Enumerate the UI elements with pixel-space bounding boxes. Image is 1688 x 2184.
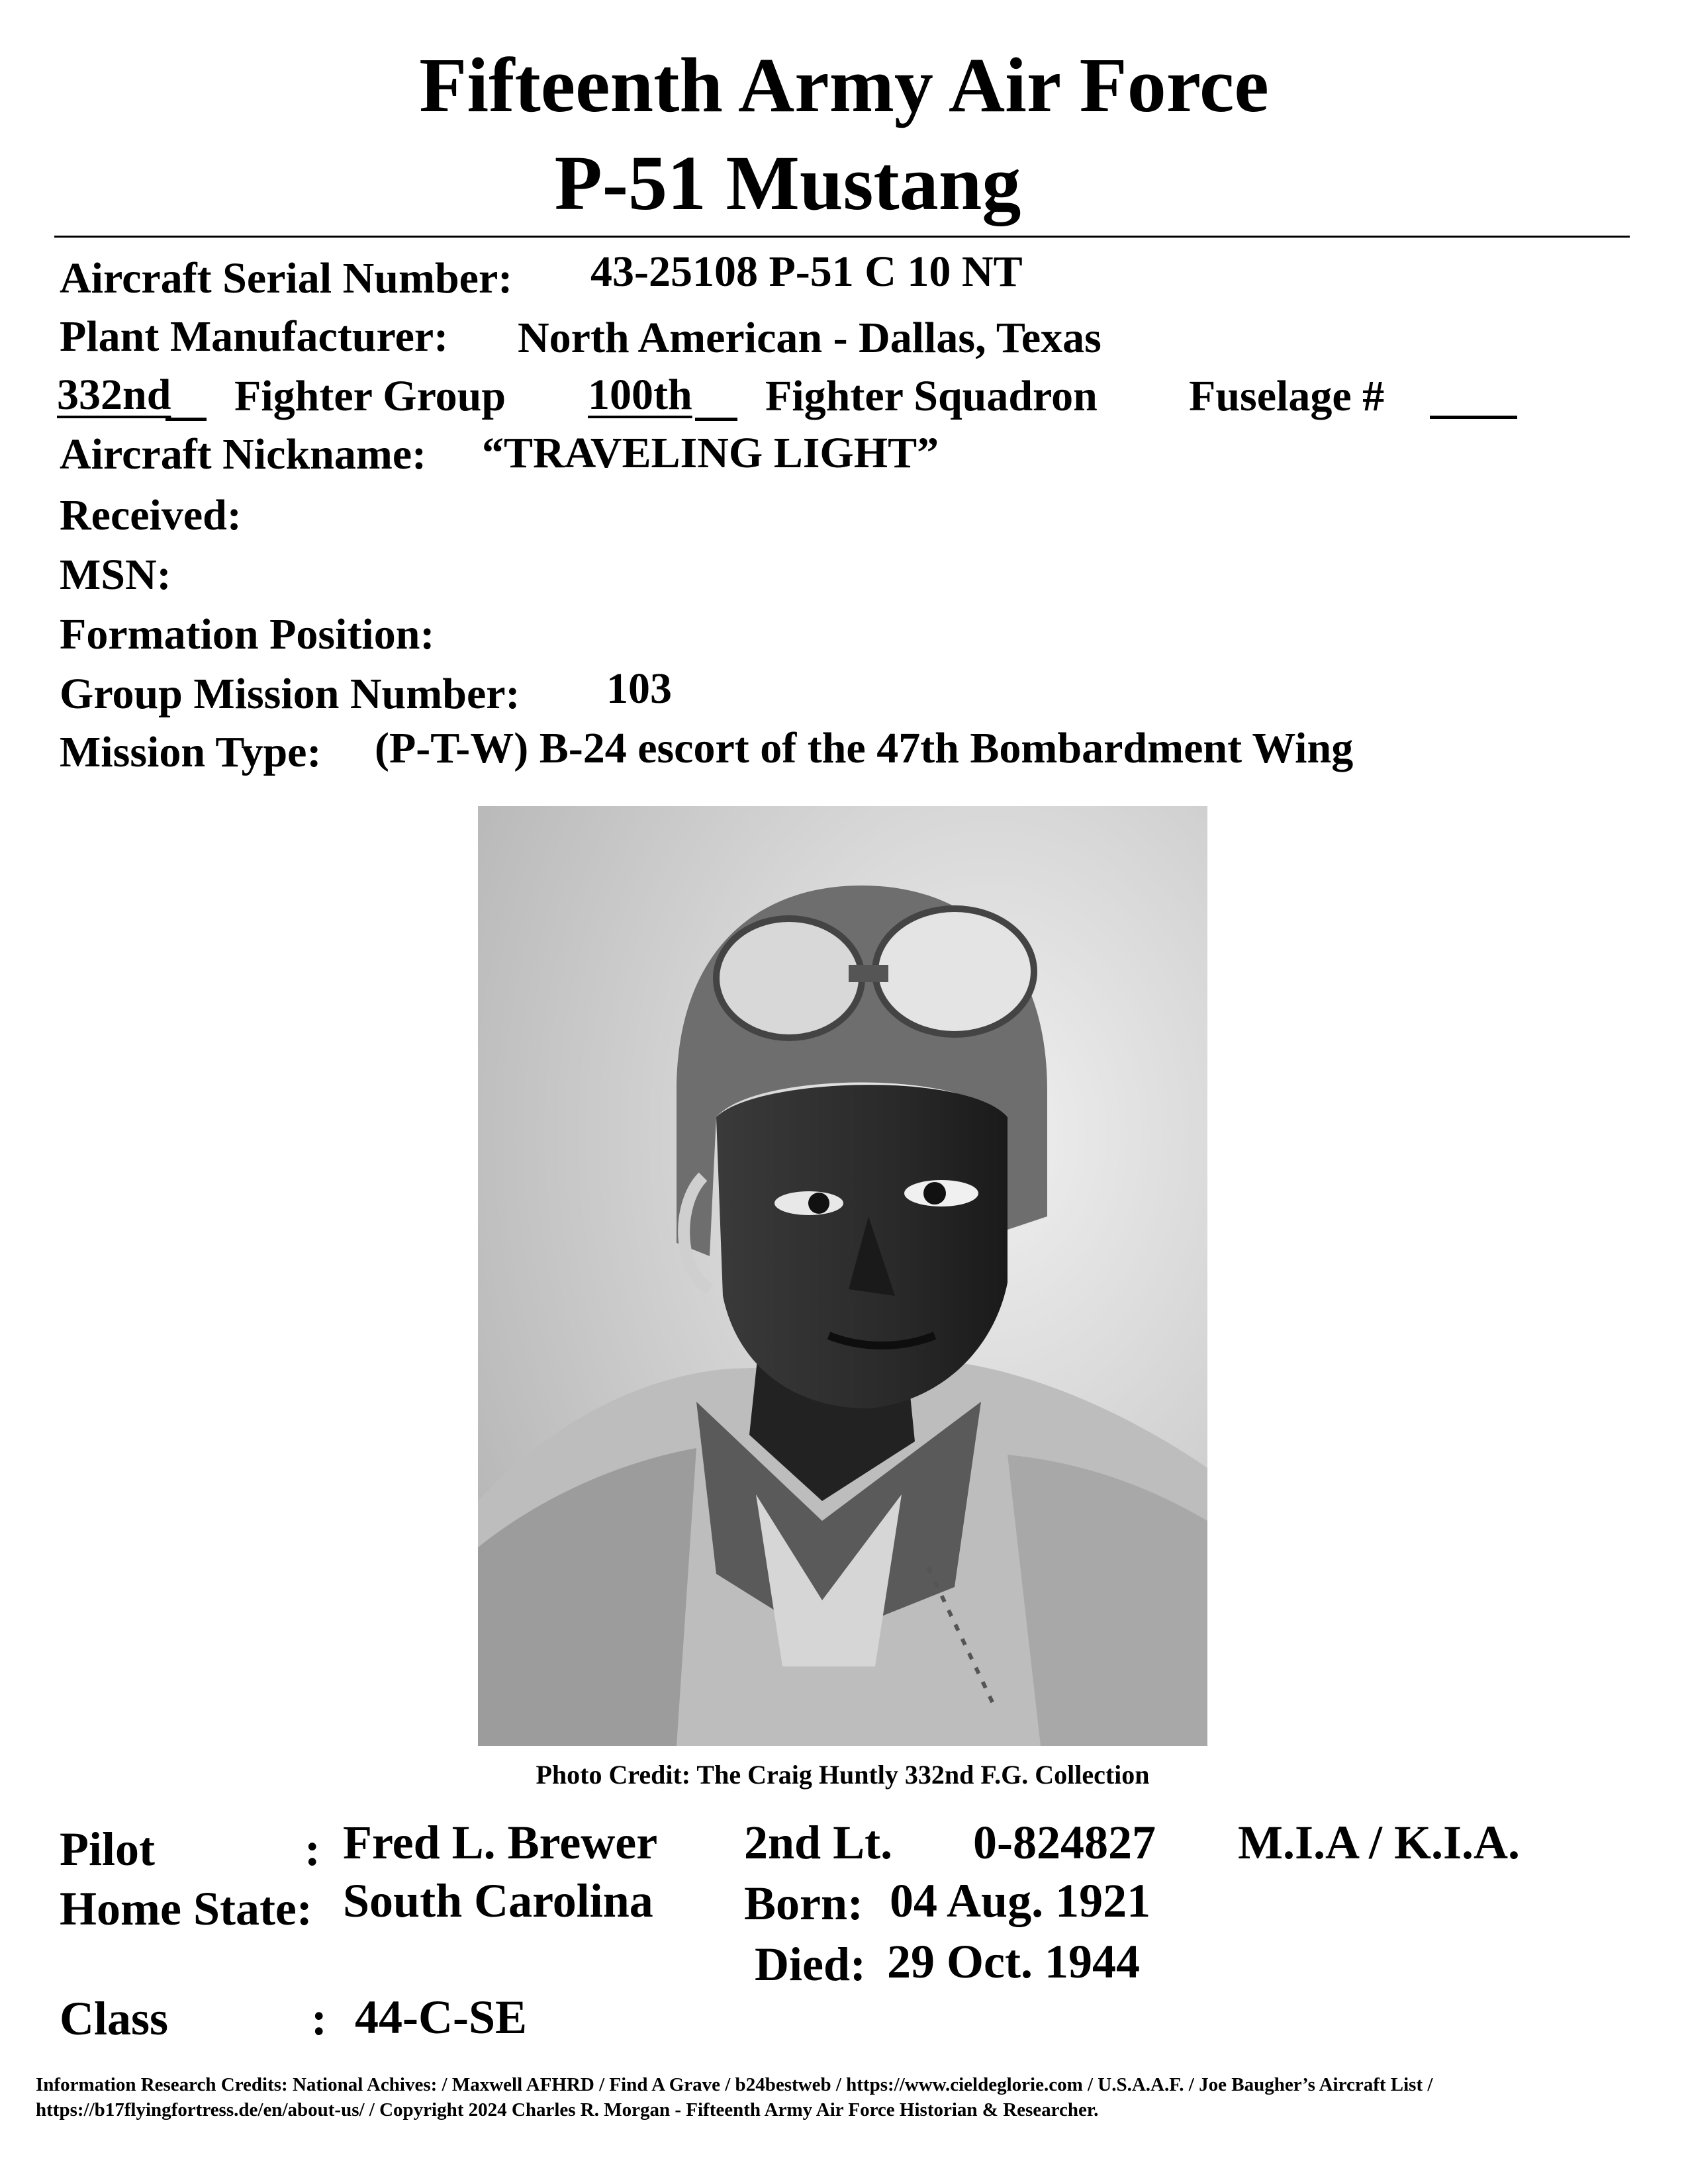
- fighter-group-value: 332nd: [57, 371, 171, 419]
- pilot-status: M.I.A / K.I.A.: [1238, 1816, 1521, 1869]
- home-state-value: South Carolina: [343, 1874, 653, 1927]
- fighter-squadron-label: Fighter Squadron: [765, 372, 1098, 420]
- fighter-group-label: Fighter Group: [234, 372, 506, 420]
- footer-credits-line2: https://b17flyingfortress.de/en/about-us/ / Copyright 2024 Charles R. Morgan - Fifteenth Army Air Force Historian & Researcher.: [36, 2099, 1099, 2120]
- fuselage-blank: [1430, 416, 1517, 419]
- pilot-service-number: 0-824827: [973, 1816, 1156, 1869]
- class-colon: :: [311, 1992, 327, 2045]
- serial-number-value: 43-25108 P-51 C 10 NT: [590, 248, 1023, 296]
- home-state-label: Home State:: [60, 1882, 312, 1935]
- pilot-colon: :: [305, 1823, 320, 1876]
- pilot-label: Pilot: [60, 1823, 155, 1876]
- died-value: 29 Oct. 1944: [887, 1935, 1140, 1988]
- fighter-group-underline: [165, 418, 207, 421]
- mission-type-label: Mission Type:: [60, 728, 322, 776]
- class-label: Class: [60, 1992, 169, 2045]
- born-label: Born:: [744, 1877, 863, 1930]
- nickname-label: Aircraft Nickname:: [60, 430, 427, 478]
- manufacturer-value: North American - Dallas, Texas: [518, 314, 1102, 362]
- died-label: Died:: [755, 1938, 866, 1991]
- msn-label: MSN:: [60, 551, 171, 599]
- manufacturer-label: Plant Manufacturer:: [60, 312, 449, 361]
- photo-credit: Photo Credit: The Craig Huntly 332nd F.G. Collection: [536, 1760, 1150, 1790]
- serial-number-label: Aircraft Serial Number:: [60, 254, 513, 302]
- pilot-rank: 2nd Lt.: [744, 1816, 893, 1869]
- pilot-name: Fred L. Brewer: [343, 1816, 658, 1869]
- fighter-squadron-value: 100th: [588, 371, 692, 419]
- pilot-portrait-illustration: [478, 806, 1207, 1746]
- aircraft-type: P-51 Mustang: [554, 140, 1021, 226]
- formation-position-label: Formation Position:: [60, 610, 435, 659]
- fighter-squadron-underline: [695, 418, 737, 421]
- group-mission-number-value: 103: [606, 664, 672, 713]
- nickname-value: “TRAVELING LIGHT”: [482, 429, 939, 477]
- group-mission-number-label: Group Mission Number:: [60, 670, 520, 718]
- pilot-portrait: [478, 806, 1207, 1746]
- fuselage-label: Fuselage #: [1189, 372, 1385, 420]
- title-divider: [54, 236, 1630, 238]
- mission-type-value: (P-T-W) B-24 escort of the 47th Bombardment Wing: [375, 724, 1354, 772]
- born-value: 04 Aug. 1921: [890, 1874, 1151, 1927]
- footer-credits-line1: Information Research Credits: National Achives: / Maxwell AFHRD / Find A Grave / b24bestweb / https://www.cieldeglorie.com / U.S.A.A.F. / Joe Baugher’s Aircraft List /: [36, 2074, 1433, 2095]
- page-title: Fifteenth Army Air Force: [419, 42, 1269, 128]
- received-label: Received:: [60, 491, 242, 539]
- page-subtitle: [0, 140, 1688, 226]
- class-value: 44-C-SE: [355, 1991, 528, 2044]
